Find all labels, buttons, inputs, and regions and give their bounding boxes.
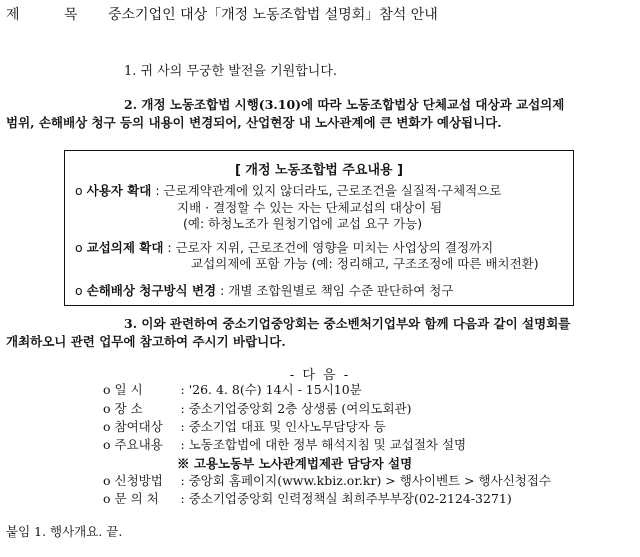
document-title-row: [6, 6, 438, 24]
detail-row-content: [103, 436, 466, 454]
paragraph-2-line-2: 범위, 손해배상 청구 등의 내용이 변경되어, 산업현장 내 노사관계에 큰 변화가 예상됩니다.: [6, 115, 502, 130]
summary-box: [64, 150, 574, 306]
summary-box-title: [ 개정 노동조합법 주요내용 ]: [234, 163, 404, 178]
detail-value: : 노동조합법에 대한 정부 해석지침 및 교섭절차 설명: [180, 437, 467, 452]
summary-item-text-line-2: 교섭의제에 포함 가능 (예: 정리해고, 구조조정에 따른 배치전환): [191, 256, 539, 271]
summary-item-head: 사용자 확대: [86, 183, 152, 198]
document-title: 중소기업인 대상「개정 노동조합법 설명회」참석 안내: [108, 7, 438, 23]
summary-item-head: 교섭의제 확대: [86, 240, 164, 255]
bullet-icon: o: [103, 401, 111, 416]
detail-value: : '26. 4. 8(수) 14시 - 15시10분: [180, 382, 362, 397]
detail-row-target: [103, 418, 386, 436]
detail-row-apply: [103, 472, 551, 490]
summary-item-employer: [75, 182, 501, 199]
detail-key: 장 소: [114, 401, 143, 416]
title-label: 제 목: [6, 7, 98, 23]
summary-item-damages: [75, 282, 453, 299]
bullet-icon: o: [103, 473, 111, 488]
summary-item-text: : 개별 조합원별로 책임 수준 판단하여 청구: [216, 283, 454, 298]
paragraph-1: 1. 귀 사의 무궁한 발전을 기원합니다.: [124, 64, 338, 79]
detail-value: : 중앙회 홈페이지(www.kbiz.or.kr) > 행사이벤트 > 행사신청접수: [180, 473, 551, 488]
bullet-icon: o: [103, 419, 111, 434]
bullet-icon: o: [103, 437, 111, 452]
paragraph-3-line-2: 개최하오니 관련 업무에 참고하여 주시기 바랍니다.: [6, 334, 286, 349]
detail-key: 문 의 처: [114, 491, 159, 506]
summary-item-text-line-2: 지배 · 결정할 수 있는 자는 단체교섭의 대상이 됨: [177, 200, 443, 215]
detail-value: : 중소기업중앙회 인력정책실 최희주부부장(02-2124-3271): [180, 491, 512, 506]
bullet-icon: o: [75, 240, 83, 255]
bullet-icon: o: [103, 491, 111, 506]
attachment-line: 붙임 1. 행사개요. 끝.: [6, 524, 123, 539]
detail-key: 주요내용: [114, 437, 163, 452]
summary-item-text: : 근로계약관계에 있지 않더라도, 근로조건을 실질적·구체적으로: [151, 183, 502, 198]
detail-row-venue: [103, 400, 412, 418]
detail-value: : 중소기업 대표 및 인사노무담당자 등: [180, 419, 386, 434]
detail-value: : 중소기업중앙회 2층 상생룸 (여의도회관): [180, 401, 412, 416]
detail-row-datetime: [103, 381, 362, 399]
summary-item-head: 손해배상 청구방식 변경: [86, 283, 217, 298]
detail-note: ※ 고용노동부 노사관계법제관 담당자 설명: [177, 456, 413, 471]
paragraph-3-line-1: 3. 이와 관련하여 중소기업중앙회는 중소벤처기업부와 함께 다음과 같이 설명회를: [124, 316, 571, 331]
detail-key: 신청방법: [114, 473, 163, 488]
summary-item-text-line-3: (예: 하청노조가 원청기업에 교섭 요구 가능): [183, 216, 423, 231]
summary-item-text: : 근로자 지위, 근로조건에 영향을 미치는 사업상의 결정까지: [163, 240, 494, 255]
detail-row-contact: [103, 490, 512, 508]
summary-item-agenda: [75, 239, 493, 256]
detail-key: 일 시: [114, 382, 143, 397]
bullet-icon: o: [75, 283, 83, 298]
bullet-icon: o: [75, 183, 83, 198]
paragraph-2-line-1: 2. 개정 노동조합법 시행(3.10)에 따라 노동조합법상 단체교섭 대상과 교섭의제: [124, 97, 565, 112]
detail-key: 참여대상: [114, 419, 163, 434]
details-heading: - 다 음 -: [289, 368, 351, 383]
bullet-icon: o: [103, 382, 111, 397]
